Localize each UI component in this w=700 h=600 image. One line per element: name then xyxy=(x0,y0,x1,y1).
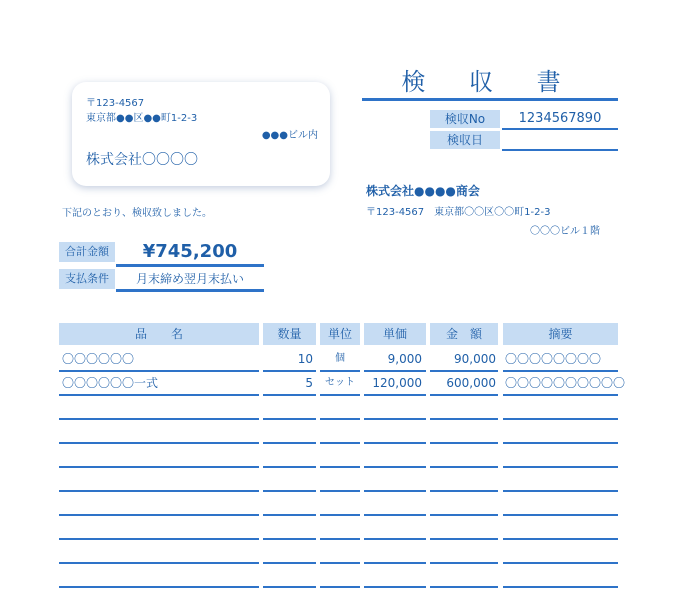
row-divider xyxy=(364,370,426,372)
row-divider xyxy=(263,538,316,540)
row-divider xyxy=(430,418,498,420)
receipt-number-label: 検収No xyxy=(430,110,500,128)
row-qty: 10 xyxy=(297,352,313,366)
row-divider xyxy=(59,562,259,564)
row-item: 〇〇〇〇〇〇 xyxy=(62,352,135,366)
row-divider xyxy=(503,490,618,492)
receipt-date-label: 検収日 xyxy=(430,131,500,149)
row-divider xyxy=(503,562,618,564)
row-divider xyxy=(364,514,426,516)
row-divider xyxy=(59,490,259,492)
recipient-postal: 〒123-4567 xyxy=(86,98,145,109)
row-divider xyxy=(364,418,426,420)
row-divider xyxy=(263,442,316,444)
row-divider xyxy=(320,562,360,564)
row-divider xyxy=(364,538,426,540)
recipient-address: 東京都●●区●●町1-2-3 xyxy=(86,113,198,124)
row-amount: 90,000 xyxy=(454,352,496,366)
row-divider xyxy=(364,466,426,468)
header-note: 摘要 xyxy=(503,323,618,345)
receipt-date-value xyxy=(502,131,618,149)
row-divider xyxy=(364,562,426,564)
row-divider xyxy=(320,538,360,540)
row-amount: 600,000 xyxy=(446,376,496,390)
row-divider xyxy=(263,394,316,396)
row-unit: 個 xyxy=(335,353,345,364)
row-divider xyxy=(430,370,498,372)
row-divider xyxy=(320,466,360,468)
row-divider xyxy=(430,466,498,468)
row-divider xyxy=(503,538,618,540)
header-unit: 単位 xyxy=(320,323,360,345)
recipient-name: 株式会社〇〇〇〇 xyxy=(86,152,198,168)
payment-underline xyxy=(116,289,264,292)
header-item: 品 名 xyxy=(59,323,259,345)
row-divider xyxy=(263,562,316,564)
row-divider xyxy=(59,394,259,396)
row-divider xyxy=(364,442,426,444)
row-divider xyxy=(503,442,618,444)
row-divider xyxy=(430,562,498,564)
issuer-address: 〒123-4567 東京都〇〇区〇〇町1-2-3 xyxy=(366,207,551,218)
row-divider xyxy=(364,394,426,396)
row-divider xyxy=(503,370,618,372)
row-divider xyxy=(59,466,259,468)
document-title: 検 収 書 xyxy=(401,68,579,96)
row-divider xyxy=(59,514,259,516)
row-divider xyxy=(430,442,498,444)
row-divider xyxy=(263,418,316,420)
total-label: 合計金額 xyxy=(59,242,115,262)
header-amount: 金 額 xyxy=(430,323,498,345)
payment-terms-label: 支払条件 xyxy=(59,269,115,289)
issuer-building: 〇〇〇ビル１階 xyxy=(530,226,600,237)
row-divider xyxy=(320,370,360,372)
row-divider xyxy=(430,586,498,588)
row-note: 〇〇〇〇〇〇〇〇 xyxy=(505,352,602,366)
row-divider xyxy=(503,418,618,420)
row-divider xyxy=(364,586,426,588)
row-divider xyxy=(263,370,316,372)
row-divider xyxy=(59,370,259,372)
total-underline xyxy=(116,264,264,267)
row-qty: 5 xyxy=(305,376,313,390)
row-divider xyxy=(320,514,360,516)
row-divider xyxy=(320,418,360,420)
recipient-building: ●●●ビル内 xyxy=(261,130,318,141)
receipt-number-value: 1234567890 xyxy=(518,111,602,126)
header-qty: 数量 xyxy=(263,323,316,345)
row-divider xyxy=(503,466,618,468)
row-divider xyxy=(320,442,360,444)
row-divider xyxy=(59,418,259,420)
receipt-number-rule xyxy=(502,128,618,130)
row-divider xyxy=(320,586,360,588)
row-divider xyxy=(263,466,316,468)
row-item: 〇〇〇〇〇〇一式 xyxy=(62,376,159,390)
row-divider xyxy=(430,514,498,516)
receipt-date-rule xyxy=(502,149,618,151)
row-divider xyxy=(320,394,360,396)
row-divider xyxy=(320,490,360,492)
row-divider xyxy=(430,394,498,396)
row-divider xyxy=(364,490,426,492)
row-divider xyxy=(503,514,618,516)
row-divider xyxy=(263,514,316,516)
row-divider xyxy=(503,586,618,588)
header-price: 単価 xyxy=(364,323,426,345)
row-divider xyxy=(263,490,316,492)
row-note: 〇〇〇〇〇〇〇〇〇〇 xyxy=(505,376,626,390)
issuer-name: 株式会社●●●●商会 xyxy=(366,184,480,198)
row-unit: セット xyxy=(325,377,355,388)
row-divider xyxy=(503,394,618,396)
row-price: 120,000 xyxy=(372,376,422,390)
row-divider xyxy=(59,586,259,588)
row-divider xyxy=(430,490,498,492)
recipient-card xyxy=(72,82,330,186)
row-divider xyxy=(430,538,498,540)
row-price: 9,000 xyxy=(387,352,422,366)
row-divider xyxy=(59,442,259,444)
payment-terms-value: 月末締め翌月末払い xyxy=(135,272,244,286)
total-amount: ¥745,200 xyxy=(142,241,238,262)
title-underline xyxy=(362,98,618,101)
row-divider xyxy=(263,586,316,588)
row-divider xyxy=(59,538,259,540)
acceptance-message: 下記のとおり、検収致しました。 xyxy=(62,208,212,219)
